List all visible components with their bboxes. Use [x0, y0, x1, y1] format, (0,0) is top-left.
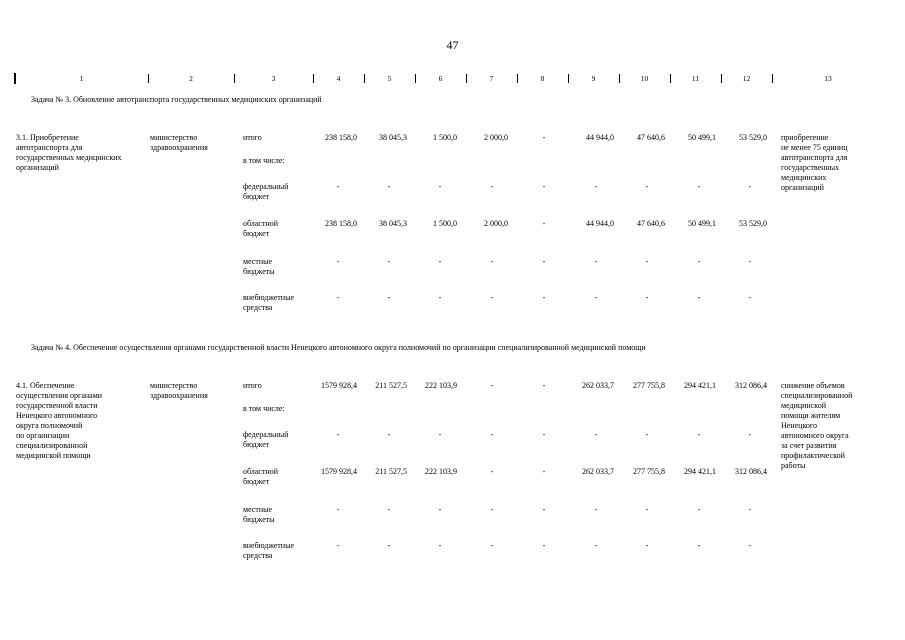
header-cell: 13: [824, 74, 832, 83]
funding-value: -: [645, 257, 649, 266]
funding-value: 211 527,5: [375, 467, 407, 476]
funding-value: 1 500,0: [433, 133, 457, 142]
funding-value: -: [542, 133, 546, 142]
funding-value: 50 499,1: [688, 133, 716, 142]
funding-value: -: [594, 257, 598, 266]
funding-value: -: [645, 505, 649, 514]
funding-value: -: [387, 505, 391, 514]
task-3-executor: министерство здравоохранения: [150, 133, 208, 152]
header-cell: 6: [415, 74, 467, 83]
funding-value: -: [387, 541, 391, 550]
funding-source-label: областной бюджет: [243, 467, 279, 486]
funding-source-label: внебюджетные средства: [243, 293, 294, 312]
funding-value: -: [748, 541, 752, 550]
task-4-executor: министерство здравоохранения: [150, 381, 208, 400]
funding-value: 211 527,5: [375, 381, 407, 390]
funding-source-label: в том числе:: [243, 404, 285, 413]
funding-value: -: [542, 381, 546, 390]
funding-source-label: местные бюджеты: [243, 257, 275, 276]
funding-value: 1579 928,4: [321, 467, 357, 476]
header-cell: 12: [721, 74, 773, 83]
funding-value: -: [697, 541, 701, 550]
funding-value: 294 421,1: [684, 467, 716, 476]
funding-value: -: [594, 430, 598, 439]
funding-value: 38 045,3: [379, 133, 407, 142]
funding-value: -: [336, 505, 340, 514]
funding-value: -: [645, 541, 649, 550]
funding-value: 238 158,0: [325, 133, 357, 142]
funding-value: -: [438, 257, 442, 266]
funding-value: -: [748, 293, 752, 302]
header-cell: 2: [148, 74, 235, 83]
header-cell: 1: [15, 74, 149, 83]
funding-value: -: [697, 257, 701, 266]
funding-value: -: [490, 541, 494, 550]
funding-value: -: [542, 257, 546, 266]
funding-value: 47 640,6: [637, 133, 665, 142]
funding-source-label: областной бюджет: [243, 219, 279, 238]
funding-value: -: [336, 430, 340, 439]
funding-value: -: [387, 182, 391, 191]
task-3-title: Задача № 3. Обновление автотранспорта государственных медицинских организаций: [31, 95, 322, 104]
funding-value: -: [594, 293, 598, 302]
funding-value: -: [594, 182, 598, 191]
funding-value: 1 500,0: [433, 219, 457, 228]
funding-value: -: [748, 182, 752, 191]
header-cell: 8: [517, 74, 569, 83]
page-number: 47: [446, 38, 459, 52]
funding-value: -: [697, 182, 701, 191]
column-number-header: [14, 73, 832, 84]
funding-value: -: [748, 505, 752, 514]
funding-value: -: [594, 505, 598, 514]
funding-value: 44 944,0: [586, 219, 614, 228]
funding-value: 312 086,4: [735, 467, 767, 476]
funding-value: -: [387, 430, 391, 439]
funding-value: 222 103,9: [425, 467, 457, 476]
funding-value: -: [748, 430, 752, 439]
funding-value: -: [438, 430, 442, 439]
funding-value: -: [645, 293, 649, 302]
funding-value: -: [542, 293, 546, 302]
funding-value: 47 640,6: [637, 219, 665, 228]
funding-value: -: [387, 257, 391, 266]
task-4-measure: 4.1. Обеспечение осуществления органами государственной власти Ненецкого автономного округа полномочий по организации специализированной медицинской помощи: [16, 381, 103, 460]
funding-value: -: [542, 505, 546, 514]
funding-value: 222 103,9: [425, 381, 457, 390]
funding-value: 53 529,0: [739, 133, 767, 142]
funding-value: -: [697, 430, 701, 439]
funding-value: 294 421,1: [684, 381, 716, 390]
header-cell: 4: [313, 74, 365, 83]
funding-source-label: итого: [243, 381, 262, 390]
funding-value: -: [542, 182, 546, 191]
funding-source-label: федеральный бюджет: [243, 430, 289, 449]
funding-value: -: [697, 505, 701, 514]
funding-value: 2 000,0: [484, 133, 508, 142]
task-4-title: Задача № 4. Обеспечение осуществления органами государственной власти Ненецкого автономного округа полномочий по организации специализированной медицинской помощи: [31, 343, 646, 352]
funding-value: -: [490, 182, 494, 191]
funding-value: -: [438, 293, 442, 302]
funding-value: -: [490, 381, 494, 390]
funding-value: 312 086,4: [735, 381, 767, 390]
funding-value: -: [645, 182, 649, 191]
funding-value: -: [490, 293, 494, 302]
funding-value: -: [438, 182, 442, 191]
task-4-result: снижение объемов специализированной медицинской помощи жителям Ненецкого автономного округа за счет развития профилактической работы: [781, 381, 853, 470]
funding-value: 2 000,0: [484, 219, 508, 228]
funding-value: -: [490, 467, 494, 476]
funding-value: -: [336, 293, 340, 302]
funding-value: 262 033,7: [582, 381, 614, 390]
funding-value: -: [438, 541, 442, 550]
funding-value: -: [336, 182, 340, 191]
funding-value: -: [438, 505, 442, 514]
task-3-measure: 3.1. Приобретение автотранспорта для государственных медицинских организаций: [16, 133, 122, 172]
funding-value: 277 755,8: [633, 467, 665, 476]
funding-source-label: итого: [243, 133, 262, 142]
funding-value: -: [542, 467, 546, 476]
funding-value: 262 033,7: [582, 467, 614, 476]
funding-value: -: [594, 541, 598, 550]
funding-value: -: [490, 257, 494, 266]
funding-value: 38 045,3: [379, 219, 407, 228]
funding-value: -: [542, 541, 546, 550]
funding-value: -: [387, 293, 391, 302]
header-cell: 11: [670, 74, 722, 83]
funding-value: -: [645, 430, 649, 439]
funding-value: -: [542, 219, 546, 228]
funding-value: -: [336, 541, 340, 550]
funding-source-label: местные бюджеты: [243, 505, 275, 524]
funding-source-label: в том числе:: [243, 156, 285, 165]
header-cell: 9: [568, 74, 620, 83]
funding-value: 53 529,0: [739, 219, 767, 228]
funding-source-label: внебюджетные средства: [243, 541, 294, 560]
funding-value: -: [697, 293, 701, 302]
task-3-result: приобретение не менее 75 единиц автотранспорта для государственных медицинских организаций: [781, 133, 848, 192]
header-cell: 3: [234, 74, 314, 83]
header-cell: 5: [364, 74, 416, 83]
funding-value: -: [336, 257, 340, 266]
funding-value: 277 755,8: [633, 381, 665, 390]
funding-value: -: [542, 430, 546, 439]
funding-value: -: [748, 257, 752, 266]
funding-value: 238 158,0: [325, 219, 357, 228]
header-cell: 10: [619, 74, 671, 83]
funding-value: 50 499,1: [688, 219, 716, 228]
funding-value: 1579 928,4: [321, 381, 357, 390]
funding-source-label: федеральный бюджет: [243, 182, 289, 201]
funding-value: -: [490, 430, 494, 439]
funding-value: 44 944,0: [586, 133, 614, 142]
header-cell: 7: [466, 74, 518, 83]
funding-value: -: [490, 505, 494, 514]
